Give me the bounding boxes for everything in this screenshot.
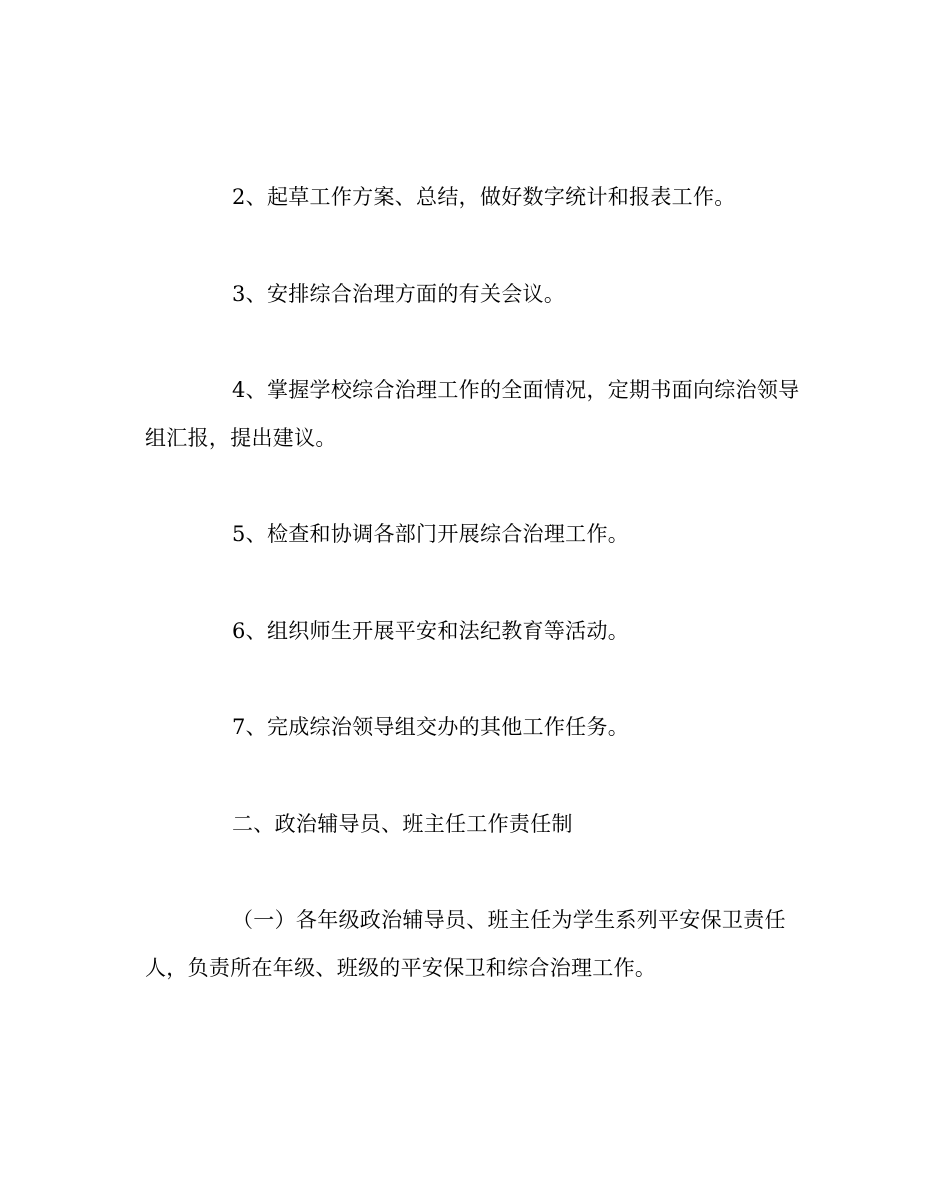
paragraph-item-3: 3、安排综合治理方面的有关会议。	[232, 282, 566, 306]
paragraph-item-7: 7、完成综治领导组交办的其他工作任务。	[232, 715, 630, 739]
paragraph-item-2: 2、起草工作方案、总结，做好数字统计和报表工作。	[232, 185, 736, 209]
paragraph-item-4: 4、掌握学校综合治理工作的全面情况，定期书面向综治领导组汇报，提出建议。	[145, 378, 800, 450]
paragraph-subsection-1: （一）各年级政治辅导员、班主任为学生系列平安保卫责任人，负责所在年级、班级的平安保卫和综合治理工作。	[145, 908, 786, 980]
paragraph-item-6: 6、组织师生开展平安和法纪教育等活动。	[232, 619, 630, 643]
section-heading-2: 二、政治辅导员、班主任工作责任制	[232, 812, 573, 836]
paragraph-item-5: 5、检查和协调各部门开展综合治理工作。	[232, 522, 630, 546]
